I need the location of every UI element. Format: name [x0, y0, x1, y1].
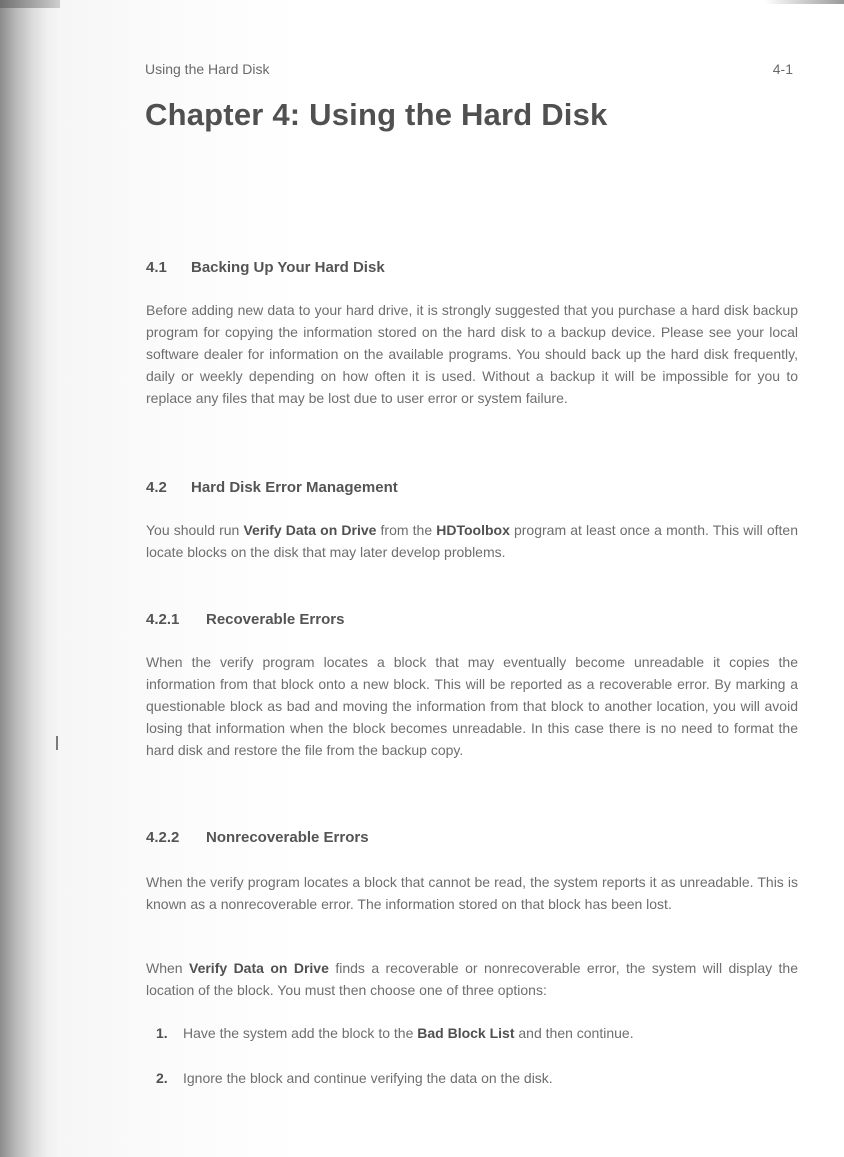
text-run: and then continue. — [514, 1025, 634, 1041]
chapter-title: Chapter 4: Using the Hard Disk — [145, 97, 608, 132]
list-item — [156, 1025, 634, 1041]
text-run: finds a recoverable or nonrecoverable error, the system will display the location of the block. You must then choose one of three options: — [146, 960, 798, 998]
paragraph-recoverable: When the verify program locates a block that may eventually become unreadable it copies the information from that block onto a new block. This will be reported as a recoverable error. By marking a questionable block as bad and moving the information from that block to another location, you will avoid losing that information when the block becomes unreadable. In this case there is no need to format the hard disk and restore the file from the backup copy. — [146, 654, 798, 758]
section-heading-4-1 — [146, 259, 385, 276]
section-number: 4.1 — [146, 259, 167, 276]
running-head-title: Using the Hard Disk — [145, 61, 270, 77]
text-run: Ignore the block and continue verifying the data on the disk. — [183, 1070, 553, 1086]
subsection-heading-4-2-2 — [146, 829, 369, 846]
subsection-heading-4-2-1 — [146, 611, 344, 628]
section-number: 4.2 — [146, 479, 167, 496]
text-run: You should run — [146, 522, 244, 538]
text-run: Have the system add the block to the — [183, 1025, 418, 1041]
section-number: 4.2.1 — [146, 611, 180, 628]
list-item — [156, 1070, 553, 1086]
bold-term-hdtoolbox: HDToolbox — [436, 522, 510, 538]
paragraph-options-intro — [146, 957, 798, 1001]
section-heading-4-2 — [146, 479, 398, 496]
text-run: from the — [376, 522, 437, 538]
list-number: 2. — [156, 1070, 168, 1086]
section-title: Hard Disk Error Management — [191, 479, 398, 496]
page-edge-shadow — [0, 0, 60, 8]
section-title: Nonrecoverable Errors — [206, 829, 369, 846]
bold-term-verify: Verify Data on Drive — [243, 522, 377, 538]
text-run: program at least once a month. This will often locate blocks on the disk that may later develop problems. — [146, 522, 798, 560]
paragraph-error-management — [146, 519, 798, 563]
section-title: Recoverable Errors — [206, 611, 345, 628]
list-number: 1. — [156, 1025, 168, 1041]
running-head — [145, 61, 793, 81]
margin-mark — [56, 736, 58, 750]
paragraph-nonrecoverable: When the verify program locates a block that cannot be read, the system reports it as unreadable. This is known as a nonrecoverable error. The information stored on that block has been lost. — [146, 874, 798, 912]
section-number: 4.2.2 — [146, 829, 180, 846]
page-number: 4-1 — [772, 61, 793, 77]
text-run: When — [146, 960, 189, 976]
bold-term-bad-block-list: Bad Block List — [417, 1025, 515, 1041]
paragraph-backup: Before adding new data to your hard drive, it is strongly suggested that you purchase a hard disk backup program for copying the information stored on the hard disk to a backup device. Please see your local software dealer for information on the available programs. You should back up the hard disk frequently, daily or weekly depending on how often it is used. Without a backup it will be impossible for you to replace any files that may be lost due to user error or system failure. — [146, 302, 798, 406]
page-corner-mark — [764, 0, 844, 4]
bold-term-verify: Verify Data on Drive — [189, 960, 329, 976]
section-title: Backing Up Your Hard Disk — [191, 259, 385, 276]
